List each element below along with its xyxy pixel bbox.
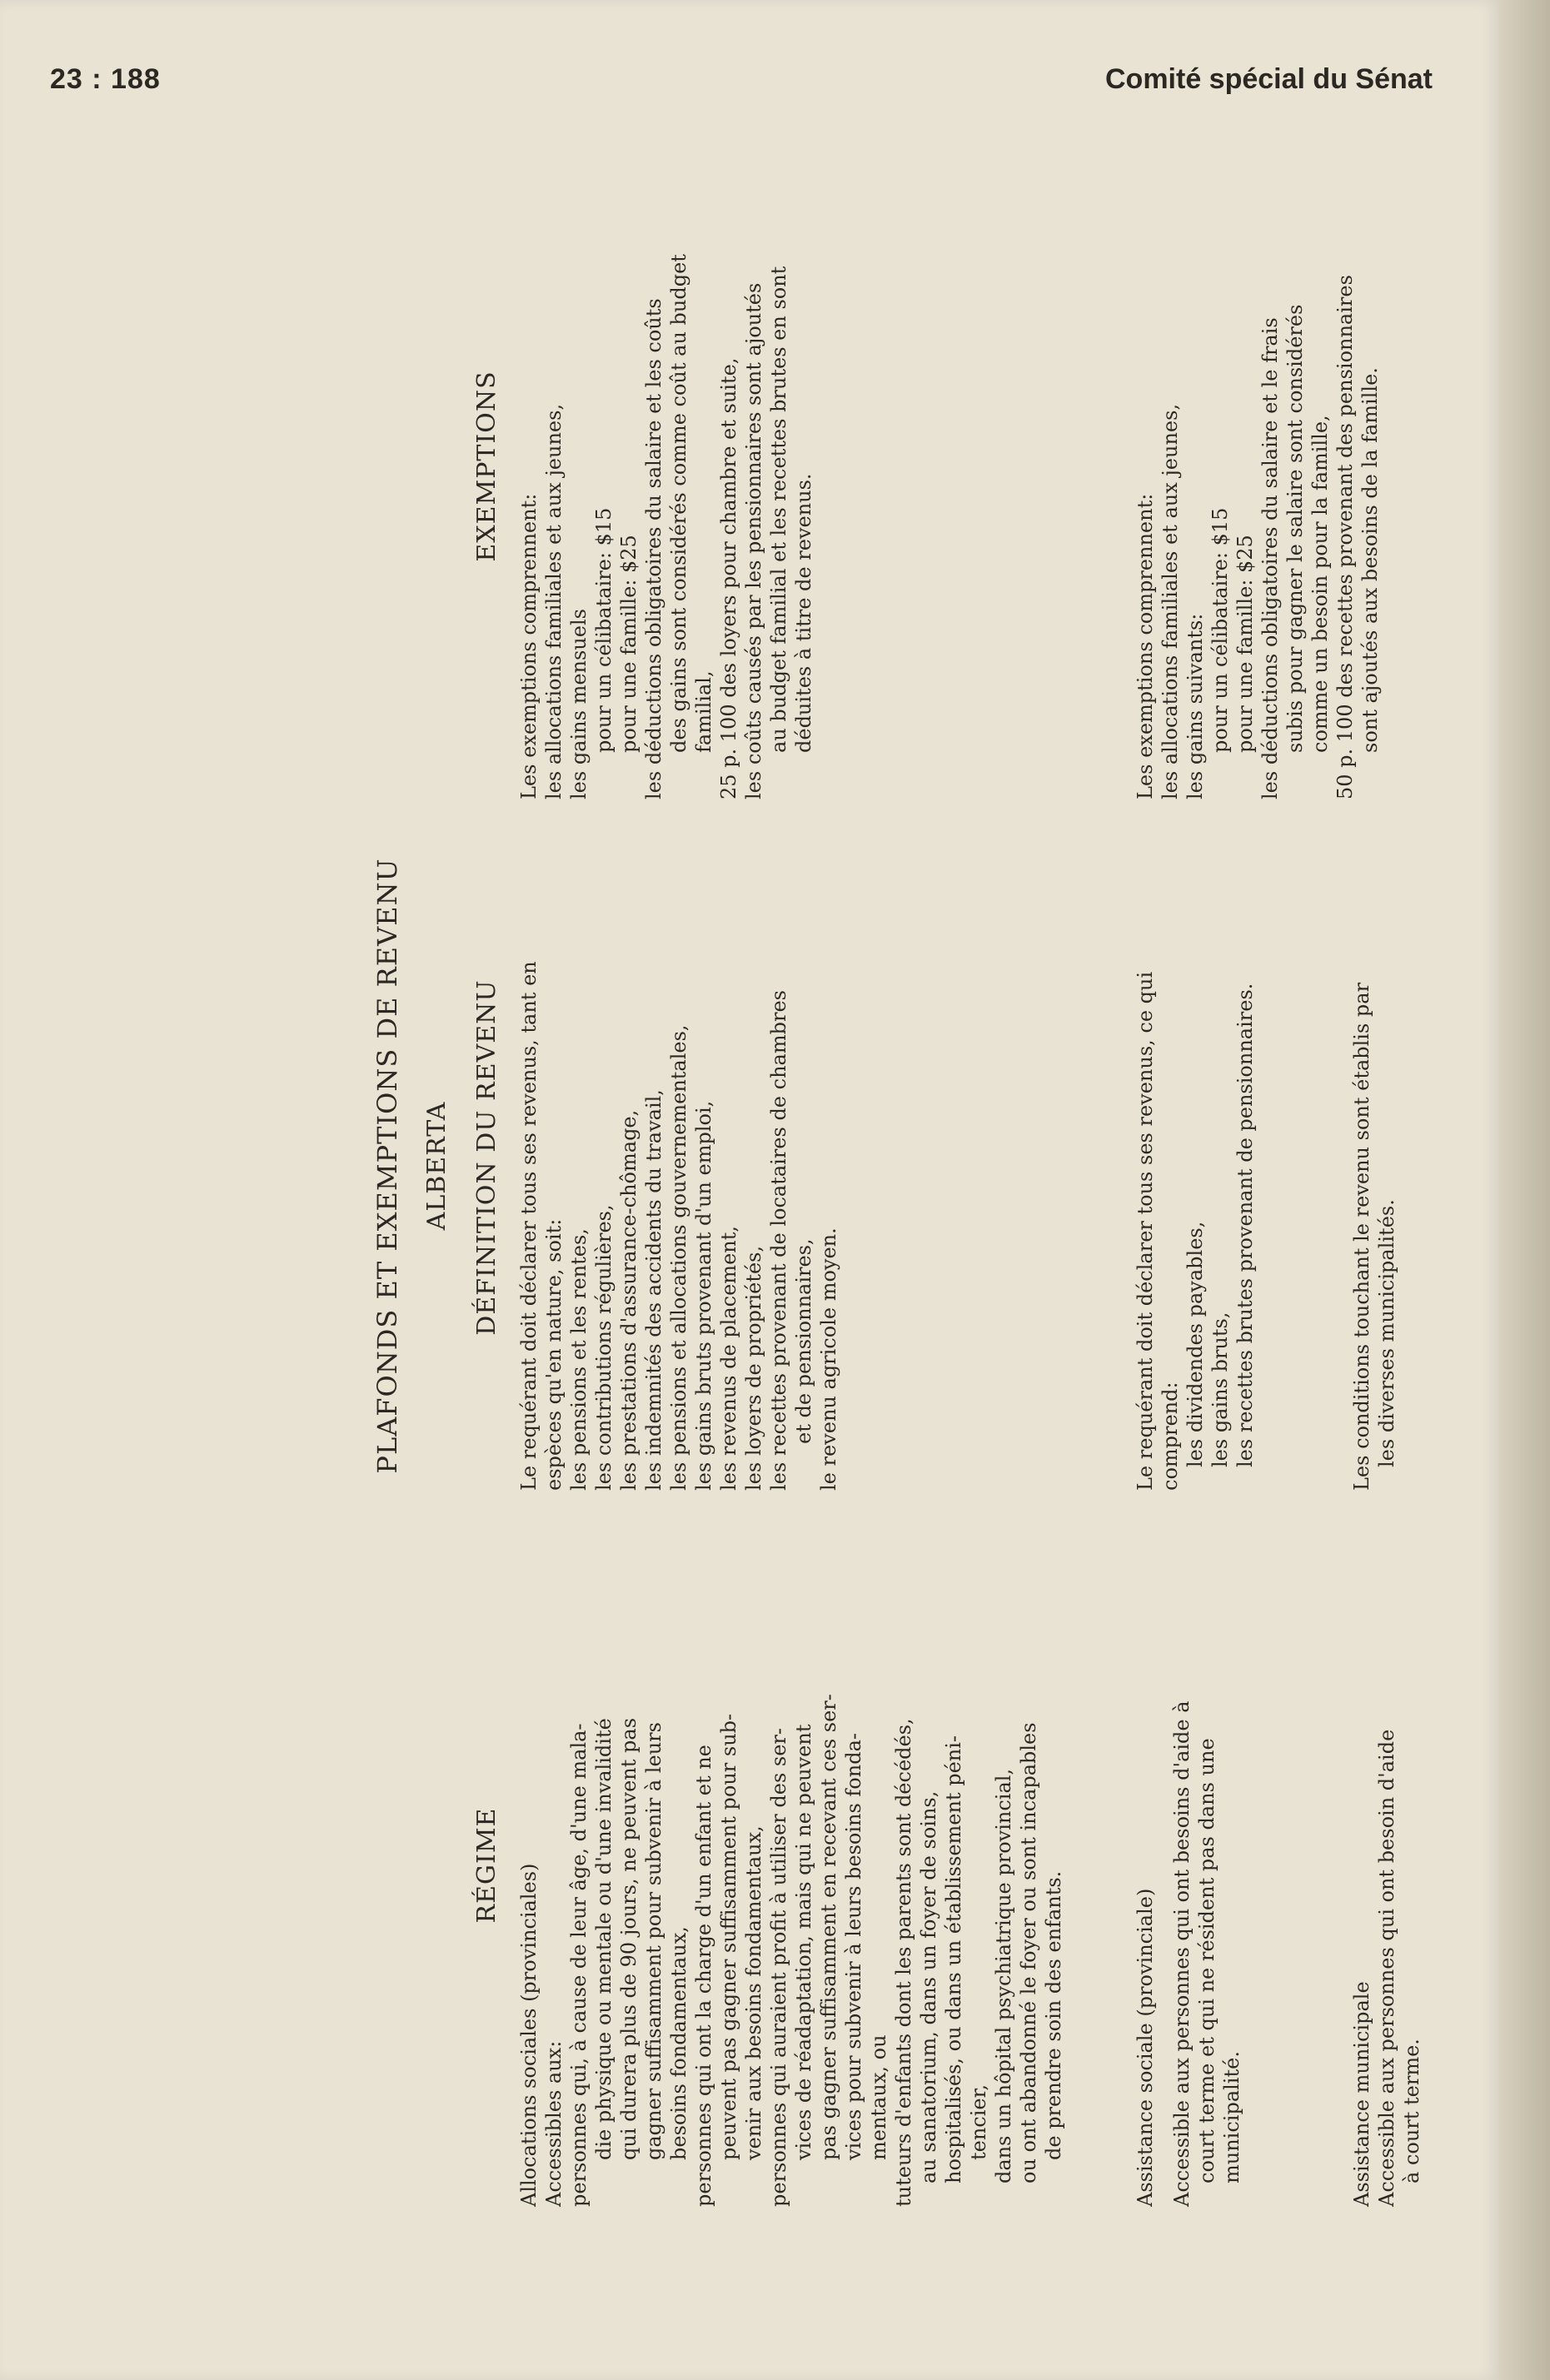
- definition-section-3: [1349, 983, 1399, 1491]
- journal-title: Comité spécial du Sénat: [1105, 63, 1433, 95]
- text-line: les indemnités des accidents du travail,: [642, 1089, 665, 1491]
- text-line: au budget familial et les recettes brutes en sont: [767, 266, 790, 753]
- text-line: les recettes brutes provenant de pensionnaires.: [1234, 983, 1257, 1467]
- text-line: court terme et qui ne résident pas dans une: [1195, 1738, 1219, 2183]
- text-line: Les exemptions comprennent:: [517, 493, 541, 799]
- exemptions-section-2: [1133, 275, 1383, 799]
- text-line: les pensions et allocations gouvernementales,: [667, 1024, 690, 1491]
- page-number: 23 : 188: [50, 63, 161, 95]
- text-line: ou ont abandonné le foyer ou sont incapables: [1017, 1722, 1040, 2183]
- text-line: Les exemptions comprennent:: [1134, 493, 1157, 799]
- text-line: die physique ou mentale ou d'une invalidité: [592, 1718, 616, 2160]
- text-line: 25 p. 100 des loyers pour chambre et suite,: [717, 357, 740, 799]
- text-line: gagner suffisamment pour subvenir à leurs: [642, 1722, 665, 2160]
- text-line: des gains sont considérés comme coût au budget: [667, 254, 690, 753]
- column-header-exemptions: EXEMPTIONS: [472, 371, 501, 562]
- text-line: tencier,: [967, 2084, 990, 2160]
- text-line: les pensions et les rentes,: [567, 1228, 591, 1491]
- text-line: les contributions régulières,: [592, 1204, 616, 1491]
- text-line: sont ajoutés aux besoins de la famille.: [1358, 367, 1382, 753]
- text-line: pour un célibataire: $15: [592, 507, 616, 753]
- text-line: les gains bruts,: [1209, 1312, 1232, 1467]
- text-line: les gains mensuels: [567, 609, 591, 799]
- text-line: pour une famille: $25: [617, 535, 640, 753]
- province-subtitle: ALBERTA: [422, 1101, 451, 1231]
- text-line: les gains suivants:: [1184, 613, 1207, 799]
- text-line: Les conditions touchant le revenu sont établis par: [1350, 982, 1373, 1491]
- text-line: le revenu agricole moyen.: [817, 1227, 840, 1491]
- regime-section-assistance-sociale: [1133, 1700, 1244, 2207]
- text-line: 50 p. 100 des recettes provenant des pensionnaires: [1333, 275, 1357, 799]
- text-line: vices de réadaptation, mais qui ne peuvent: [792, 1724, 815, 2160]
- text-line: dans un hôpital psychiatrique provincial,: [992, 1768, 1015, 2183]
- regime-section-allocations: [516, 1694, 1066, 2207]
- text-line: besoins fondamentaux,: [667, 1926, 690, 2160]
- text-line: personnes qui auraient profit à utiliser des ser-: [767, 1727, 790, 2207]
- text-line: les diverses municipalités.: [1375, 1199, 1398, 1467]
- text-line: Accessibles aux:: [542, 2040, 566, 2207]
- text-line: déduites à titre de revenus.: [792, 473, 815, 753]
- text-line: hospitalisés, ou dans un établissement péni-: [942, 1735, 965, 2183]
- text-line: venir aux besoins fondamentaux,: [742, 1825, 765, 2160]
- text-line: comme un besoin pour la famille,: [1308, 415, 1332, 753]
- definition-section-1: [516, 961, 841, 1491]
- column-header-regime: RÉGIME: [472, 1807, 501, 1924]
- text-line: subis pour gagner le salaire sont considérés: [1283, 304, 1307, 753]
- page-edge: [1499, 0, 1550, 2380]
- text-line: les loyers de propriétés,: [742, 1245, 765, 1491]
- text-line: les gains bruts provenant d'un emploi,: [692, 1100, 715, 1491]
- text-line: de prendre soin des enfants.: [1042, 1870, 1065, 2160]
- text-line: les revenus de placement,: [717, 1226, 740, 1491]
- text-line: Assistance sociale (provinciale): [1134, 1888, 1157, 2207]
- text-line: Assistance municipale: [1350, 1981, 1373, 2207]
- text-line: Accessible aux personnes qui ont besoins d'aide à: [1170, 1700, 1194, 2207]
- text-line: Le requérant doit déclarer tous ses revenus, tant en: [517, 961, 541, 1491]
- text-line: les recettes provenant de locataires de chambres: [767, 990, 790, 1491]
- text-line: les allocations familiales et aux jeunes,: [1159, 403, 1182, 799]
- text-line: pour une famille: $25: [1234, 535, 1257, 753]
- text-line: qui durera plus de 90 jours, ne peuvent pas: [617, 1717, 640, 2160]
- text-line: tuteurs d'enfants dont les parents sont décédés,: [892, 1718, 915, 2207]
- text-line: et de pensionnaires,: [792, 1238, 815, 1444]
- rotated-table: [366, 125, 1423, 2207]
- text-line: mentaux, ou: [867, 2034, 890, 2160]
- regime-section-assistance-municipale: [1349, 1730, 1424, 2207]
- text-line: familial,: [692, 670, 715, 753]
- text-line: personnes qui, à cause de leur âge, d'une mala-: [567, 1723, 591, 2207]
- text-line: municipalité.: [1220, 2051, 1243, 2183]
- text-line: peuvent pas gagner suffisamment pour sub-: [717, 1713, 740, 2160]
- text-line: comprend:: [1159, 1382, 1182, 1491]
- text-line: pour un célibataire: $15: [1209, 507, 1232, 753]
- text-line: les déductions obligatoires du salaire et les coûts: [642, 298, 665, 799]
- text-line: les dividendes payables,: [1184, 1221, 1207, 1467]
- text-line: espèces qu'en nature, soit:: [542, 1218, 566, 1491]
- text-line: Allocations sociales (provinciales): [517, 1863, 541, 2207]
- definition-section-2: [1133, 972, 1258, 1491]
- text-line: les coûts causés par les pensionnaires sont ajoutés: [742, 282, 765, 799]
- text-line: Le requérant doit déclarer tous ses revenus, ce qui: [1134, 971, 1157, 1491]
- page-header: [50, 63, 1433, 113]
- exemptions-section-1: [516, 254, 816, 799]
- text-line: les prestations d'assurance-chômage,: [617, 1109, 640, 1491]
- table-title: PLAFONDS ET EXEMPTIONS DE REVENU: [371, 858, 403, 1474]
- column-header-definition: DÉFINITION DU REVENU: [472, 979, 501, 1336]
- text-line: au sanatorium, dans un foyer de soins,: [917, 1790, 940, 2183]
- text-line: pas gagner suffisamment en recevant ces ser-: [817, 1694, 840, 2160]
- text-line: personnes qui ont la charge d'un enfant et ne: [692, 1745, 715, 2207]
- text-line: à court terme.: [1400, 2039, 1423, 2183]
- text-line: vices pour subvenir à leurs besoins fonda-: [842, 1733, 865, 2160]
- text-line: Accessible aux personnes qui ont besoin d'aide: [1375, 1729, 1398, 2207]
- text-line: les déductions obligatoires du salaire et le frais: [1258, 317, 1282, 799]
- text-line: les allocations familiales et aux jeunes,: [542, 403, 566, 799]
